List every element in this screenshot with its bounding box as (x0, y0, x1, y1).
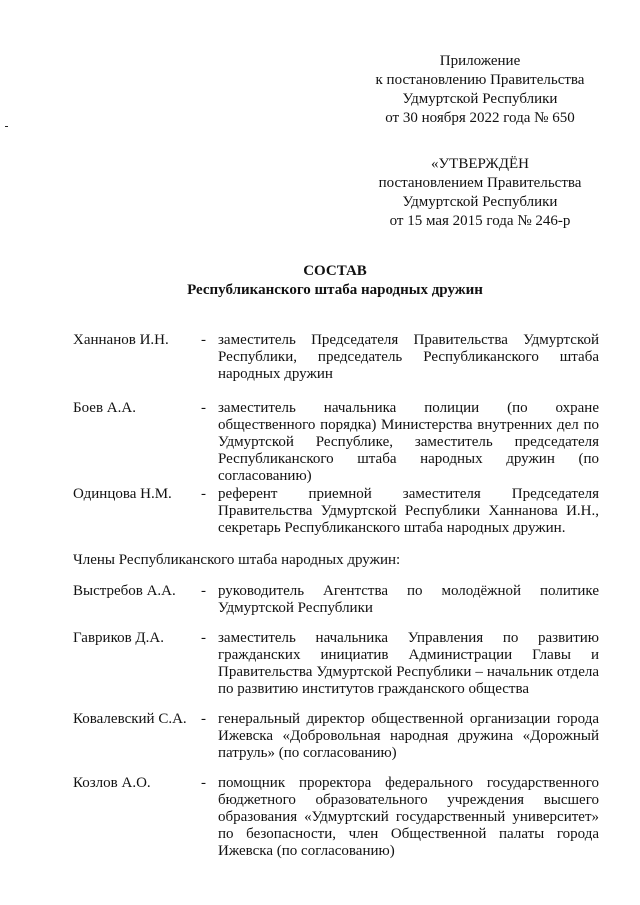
member-dash: - (201, 486, 206, 502)
title-line-2: Республиканского штаба народных дружин (187, 282, 483, 298)
approval-line-3: Удмуртской Республики (402, 194, 558, 210)
member-name: Одинцова Н.М. (73, 486, 172, 502)
list-item (73, 400, 599, 484)
appendix-block (340, 52, 620, 128)
members-heading: Члены Республиканского штаба народных дружин: (73, 552, 401, 568)
member-description: помощник проректора федерального государственного бюджетного образовательного учреждения высшего образования «Удмуртский государственный университет» по безопасности, член Общественной палаты города Ижевска (по согласованию) (218, 775, 599, 859)
list-item (73, 486, 599, 538)
approval-block (340, 155, 620, 231)
member-name: Боев А.А. (73, 400, 136, 416)
margin-mark (5, 126, 8, 127)
member-dash: - (201, 775, 206, 791)
member-name: Ханнанов И.Н. (73, 332, 169, 348)
appendix-line-4: от 30 ноября 2022 года № 650 (385, 110, 575, 126)
member-dash: - (201, 400, 206, 416)
member-name: Выстребов А.А. (73, 583, 176, 599)
approval-line-1: «УТВЕРЖДЁН (431, 156, 529, 172)
member-name: Гавриков Д.А. (73, 630, 164, 646)
appendix-line-3: Удмуртской Республики (402, 91, 558, 107)
appendix-line-2: к постановлению Правительства (375, 72, 585, 88)
member-dash: - (201, 630, 206, 646)
member-description: генеральный директор общественной организации города Ижевска «Добровольная народная дружина «Дорожный патруль» (по согласованию) (218, 711, 599, 761)
member-name: Ковалевский С.А. (73, 711, 187, 727)
member-name: Козлов А.О. (73, 775, 151, 791)
approval-line-2: постановлением Правительства (378, 175, 582, 191)
member-description: заместитель начальника Управления по развитию гражданских инициатив Администрации Главы и Правительства Удмуртской Республики – начальник отдела по развитию институтов гражданского общества (218, 630, 599, 697)
member-dash: - (201, 711, 206, 727)
member-description: референт приемной заместителя Председателя Правительства Удмуртской Республики Ханнанова И.Н., секретарь Республиканского штаба народных дружин. (218, 486, 599, 536)
member-dash: - (201, 332, 206, 348)
member-dash: - (201, 583, 206, 599)
approval-line-4: от 15 мая 2015 года № 246-р (389, 213, 571, 229)
list-item (73, 711, 599, 763)
document-title (0, 262, 640, 300)
list-item (73, 583, 599, 618)
appendix-line-1: Приложение (439, 53, 521, 69)
member-description: заместитель Председателя Правительства Удмуртской Республики, председатель Республиканского штаба народных дружин (218, 332, 599, 382)
member-description: заместитель начальника полиции (по охране общественного порядка) Министерства внутренних дел по Удмуртской Республике, заместитель председателя Республиканского штаба народных дружин (по согласованию) (218, 400, 599, 484)
member-description: руководитель Агентства по молодёжной политике Удмуртской Республики (218, 583, 599, 616)
list-item (73, 775, 599, 863)
list-item (73, 630, 599, 700)
title-line-1: СОСТАВ (303, 263, 367, 279)
list-item (73, 332, 599, 384)
